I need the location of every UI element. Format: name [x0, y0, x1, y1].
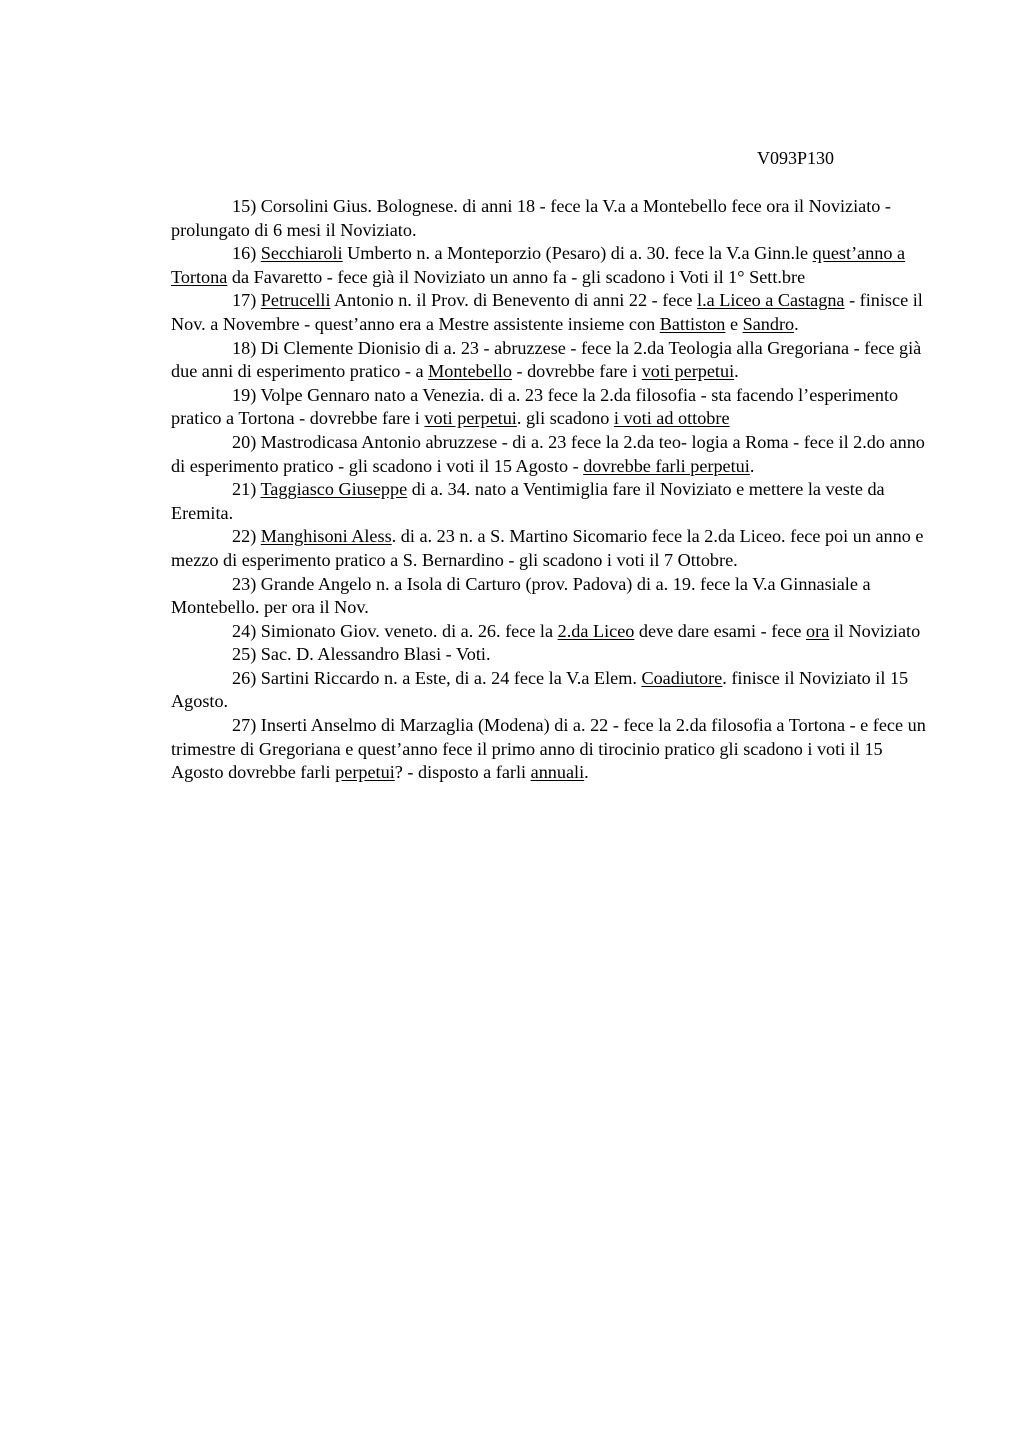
underlined-text: Sandro — [742, 313, 795, 334]
underlined-text: annuali — [530, 762, 585, 783]
entry-text: . — [794, 313, 799, 334]
underlined-text: Secchiaroli — [260, 243, 343, 264]
entry-paragraph — [171, 242, 931, 289]
entry-text: . gli scadono — [516, 408, 614, 429]
entry-paragraph — [171, 384, 931, 431]
entry-text: 22) — [232, 526, 261, 547]
underlined-text: i voti ad ottobre — [613, 408, 730, 429]
entry-paragraph — [171, 478, 931, 525]
underlined-text: 2.da Liceo — [557, 620, 635, 641]
entry-text: 15) Corsolini Gius. Bolognese. di anni 18 - fece la V.a a Montebello fece ora il Noviziato - prolungato di 6 mesi il Noviziato. — [171, 196, 891, 240]
entry-paragraph — [171, 289, 931, 336]
entry-text: - dovrebbe fare i — [511, 361, 642, 382]
entry-paragraph — [171, 431, 931, 478]
entry-text: 17) — [232, 290, 261, 311]
entry-text: . finisce il Noviziato il 15 Agosto. — [171, 667, 909, 712]
entry-text: deve dare esami - fece — [634, 620, 807, 641]
entry-text: Antonio n. il Prov. di Benevento di anni 22 - fece — [330, 290, 698, 311]
entry-text: . di a. 23 n. a S. Martino Sicomario fece la 2.da Liceo. fece poi un anno e mezzo di esperimento pratico a S. Bernardino - gli scadono i voti il 7 Ottobre. — [171, 526, 924, 570]
entry-text: Umberto n. a Monteporzio (Pesaro) di a. 30. fece la V.a Ginn.le — [342, 243, 813, 264]
entry-text: 16) — [232, 243, 261, 264]
underlined-text: Montebello — [428, 361, 512, 382]
entry-text: . — [584, 762, 589, 783]
underlined-text: dovrebbe farli perpetui — [583, 455, 750, 476]
entry-text: 26) Sartini Riccardo n. a Este, di a. 24 fece la V.a Elem. — [232, 667, 642, 688]
entry-text: 27) Inserti Anselmo di Marzaglia (Modena) di a. 22 - fece la 2.da filosofia a Tortona - e fece un trimestre di Gregoriana e quest’anno fece il primo anno di tirocinio pratico gli scadono i voti il 15 Agosto dovrebbe farli — [171, 715, 926, 783]
entry-paragraph — [171, 643, 931, 667]
underlined-text: l.a Liceo a Castagna — [697, 290, 845, 311]
underlined-text: Coadiutore — [641, 667, 723, 688]
underlined-text: voti perpetui — [424, 408, 517, 429]
entry-text: 23) Grande Angelo n. a Isola di Carturo (prov. Padova) di a. 19. fece la V.a Ginnasiale a Montebello. per ora il Nov. — [171, 573, 871, 618]
entry-paragraph — [171, 525, 931, 572]
entry-text: e — [725, 313, 743, 334]
page-reference: V093P130 — [757, 148, 835, 168]
underlined-text: Manghisoni Aless — [260, 526, 392, 547]
entry-paragraph — [171, 337, 931, 384]
entry-text: 18) Di Clemente Dionisio di a. 23 - abruzzese - fece la 2.da Teologia alla Gregoriana - fece già due anni di esperimento pratico - a — [171, 337, 922, 382]
entry-text: - finisce il Nov. a Novembre - quest’anno era a Mestre assistente insieme con — [171, 290, 923, 334]
underlined-text: quest’anno a Tortona — [171, 243, 906, 287]
entry-paragraph — [171, 573, 931, 620]
entry-text: il Noviziato — [829, 620, 921, 641]
entry-text: ? - disposto a farli — [394, 762, 531, 783]
entry-text: da Favaretto - fece già il Noviziato un anno fa - gli scadono i Voti il 1° Sett.bre — [227, 266, 806, 287]
underlined-text: Petrucelli — [260, 290, 331, 311]
entry-text: 21) — [232, 479, 261, 500]
entry-paragraph — [171, 667, 931, 714]
entry-text: 20) Mastrodicasa Antonio abruzzese - di a. 23 fece la 2.da teo- logia a Roma - fece il 2.do anno di esperimento pratico - gli scadono i voti il 15 Agosto - — [171, 431, 925, 476]
underlined-text: Taggiasco Giuseppe — [260, 479, 408, 500]
entry-text: 19) Volpe Gennaro nato a Venezia. di a. 23 fece la 2.da filosofia - sta facendo l’esperimento pratico a Tortona - dovrebbe fare i — [171, 384, 899, 429]
underlined-text: voti perpetui — [641, 361, 735, 382]
entry-text: di a. 34. nato a Ventimiglia fare il Noviziato e mettere la veste da Eremita. — [171, 479, 885, 523]
underlined-text: ora — [806, 620, 830, 641]
underlined-text: Battiston — [659, 313, 726, 334]
underlined-text: perpetui — [335, 762, 395, 783]
entries-list — [171, 195, 931, 785]
entry-paragraph — [171, 714, 931, 785]
entry-text: 25) Sac. D. Alessandro Blasi - Voti. — [232, 644, 491, 665]
entry-text: . — [734, 361, 739, 382]
entry-paragraph — [171, 620, 931, 644]
entry-text: . — [749, 455, 755, 476]
entry-paragraph — [171, 195, 931, 242]
entry-text: 24) Simionato Giov. veneto. di a. 26. fece la — [232, 620, 558, 641]
